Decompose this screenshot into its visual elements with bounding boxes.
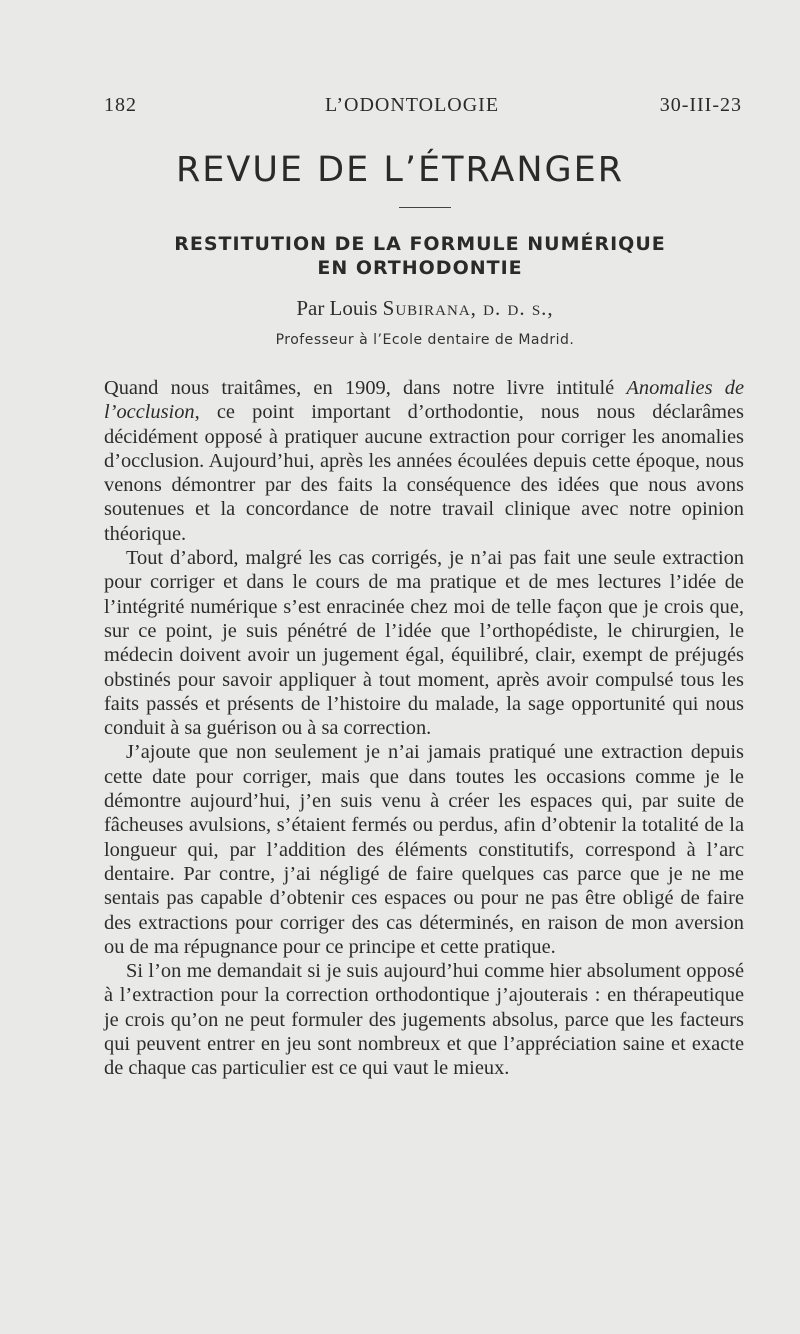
paragraph-4: Si l’on me demandait si je suis aujourd’hui comme hier absolument opposé à l’extraction pour la correction orthodontique j’ajouterais : en thérapeutique je crois qu’on ne peut formuler des jugements absolus, parce que les facteurs qui peuvent entrer en jeu sont nombreux et que l’appréciation saine et exacte de chaque cas particulier est ce qui vaut le mieux.: [104, 960, 744, 1080]
article-title-line-2: EN ORTHODONTIE: [317, 257, 523, 279]
title-divider: [399, 207, 451, 208]
byline: [0, 296, 800, 321]
author-name: Subirana: [382, 296, 471, 320]
paragraph-1: [104, 376, 744, 546]
issue-date: 30-III-23: [659, 94, 742, 116]
article-title-line-1: RESTITUTION DE LA FORMULE NUMÉRIQUE: [174, 233, 666, 255]
section-title: REVUE DE L’ÉTRANGER: [175, 150, 625, 190]
paragraph-1-part-a: Quand nous traitâmes, en 1909, dans notre livre intitulé: [104, 377, 627, 399]
paragraph-2: Tout d’abord, malgré les cas corrigés, je n’ai pas fait une seule extraction pour corriger et dans le cours de ma pratique et de mes lectures l’idée de l’intégrité numérique s’est enracinée chez moi de telle façon que je crois que, sur ce point, je suis pénétré de l’idée que l’orthopédiste, le chirurgien, le médecin doivent avoir un jugement égal, équilibré, clair, exempt de préjugés obstinés pour savoir appliquer à tout moment, après avoir compulsé tous les faits passés et présents de l’histoire du malade, la sage opportunité qui nous conduit à sa guérison ou à sa correction.: [104, 547, 744, 740]
author-affiliation: Professeur à l’Ecole dentaire de Madrid.: [275, 332, 575, 348]
article-title: [90, 232, 750, 280]
page-number: 182: [104, 94, 137, 116]
journal-title: L’ODONTOLOGIE: [324, 94, 500, 116]
paragraph-3: J’ajoute que non seulement je n’ai jamais pratiqué une extraction depuis cette date pour corriger, mais que dans toutes les occasions comme je le démontre aujourd’hui, j’en suis venu à créer les espaces qui, par suite de fâcheuses avulsions, s’étaient fermés ou perdus, afin d’obtenir la totalité de la longueur qui, par l’addition des éléments constitutifs, correspond à l’arc dentaire. Par contre, j’ai négligé de faire quelques cas parce que je ne me sentais pas capable d’obtenir ces espaces ou pour ne pas être obligé de faire des extractions pour corriger des cas déterminés, en raison de mon aversion ou de ma répugnance pour ce principe et cette pratique.: [104, 741, 744, 958]
book-title: Anomalies de l’occlusion: [104, 377, 744, 424]
running-head: [104, 94, 742, 124]
article-body: [104, 376, 744, 1081]
byline-prefix: Par Louis: [296, 296, 383, 320]
author-degree: , d. d. s.,: [470, 296, 554, 320]
paragraph-1-part-b: , ce point important d’orthodontie, nous nous déclarâmes décidément opposé à pratiquer aucune extraction pour corriger les anomalies d’occlusion. Aujourd’hui, après les années écoulées depuis cette époque, nous venons démontrer par des faits la conséquence des idées que nous avons soutenues et la concordance de notre travail clinique avec notre opinion théorique.: [104, 401, 744, 545]
